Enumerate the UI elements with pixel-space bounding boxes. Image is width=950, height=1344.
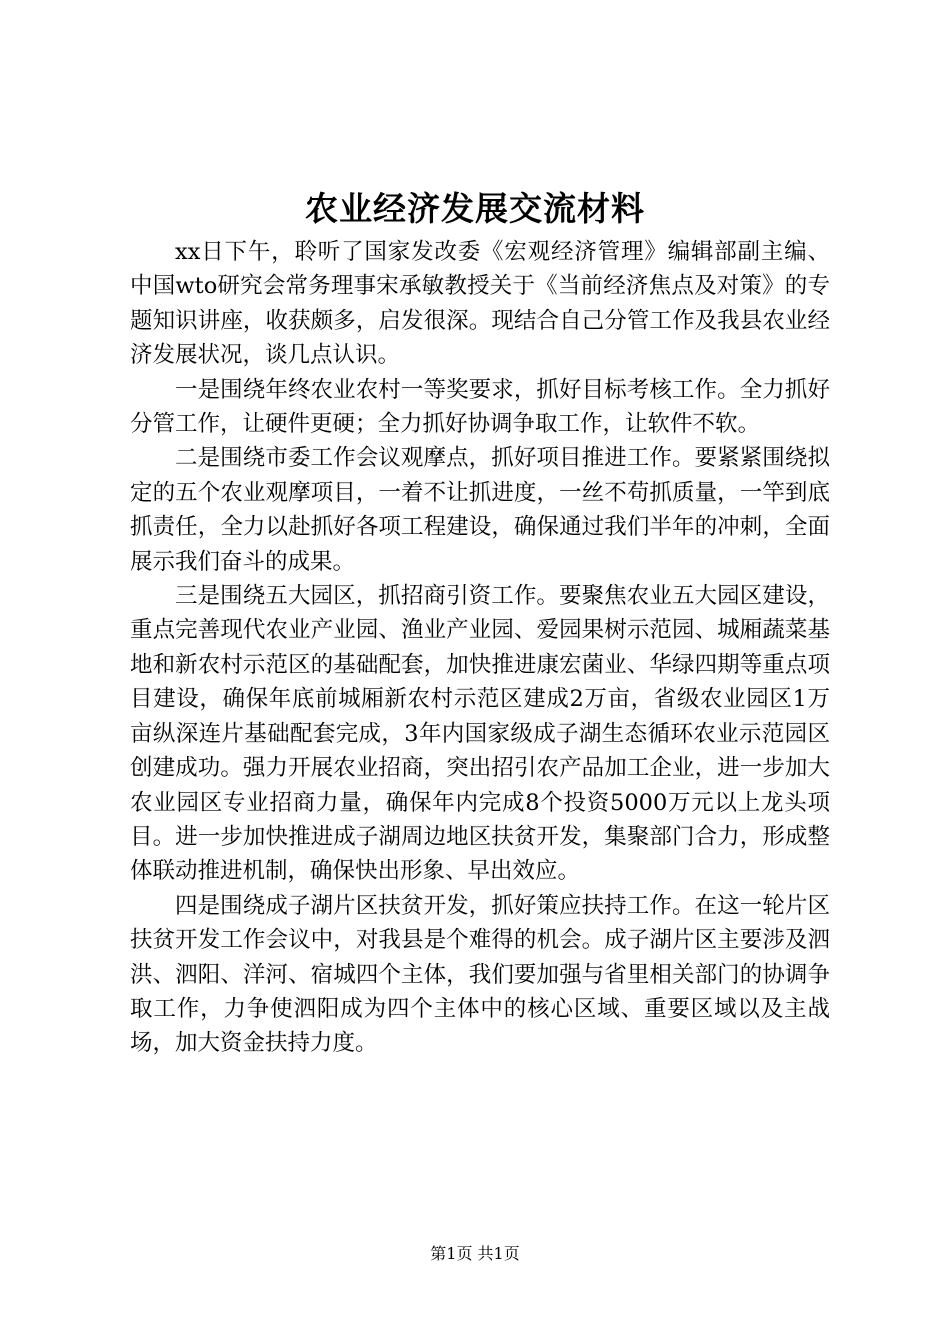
paragraph-point-one: 一是围绕年终农业农村一等奖要求，抓好目标考核工作。全力抓好分管工作，让硬件更硬；全力抓好协调争取工作，让软件不软。 — [130, 376, 830, 438]
document-body — [130, 235, 830, 1061]
document-title: 农业经济发展交流材料 — [305, 189, 645, 228]
paragraph-point-three: 三是围绕五大园区，抓招商引资工作。要聚焦农业五大园区建设，重点完善现代农业产业园、渔业产业园、爱园果树示范园、城厢蔬菜基地和新农村示范区的基础配套，加快推进康宏菌业、华绿四期等重点项目建设，确保年底前城厢新农村示范区建成2万亩，省级农业园区1万亩纵深连片基础配套完成，3年内国家级成子湖生态循环农业示范园区创建成功。强力开展农业招商，突出招引农产品加工企业，进一步加大农业园区专业招商力量，确保年内完成8个投资5000万元以上龙头项目。进一步加快推进成子湖周边地区扶贫开发，集聚部门合力，形成整体联动推进机制，确保快出形象、早出效应。 — [130, 583, 830, 885]
paragraph-intro: xx日下午，聆听了国家发改委《宏观经济管理》编辑部副主编、中国wto研究会常务理事宋承敏教授关于《当前经济焦点及对策》的专题知识讲座，收获颇多，启发很深。现结合自己分管工作及我县农业经济发展状况，谈几点认识。 — [130, 239, 830, 369]
paragraph-point-two: 二是围绕市委工作会议观摩点，抓好项目推进工作。要紧紧围绕拟定的五个农业观摩项目，一着不让抓进度，一丝不苟抓质量，一竿到底抓责任，全力以赴抓好各项工程建设，确保通过我们半年的冲刺，全面展示我们奋斗的成果。 — [130, 445, 830, 575]
paragraph-point-four: 四是围绕成子湖片区扶贫开发，抓好策应扶持工作。在这一轮片区扶贫开发工作会议中，对我县是个难得的机会。成子湖片区主要涉及泗洪、泗阳、洋河、宿城四个主体，我们要加强与省里相关部门的协调争取工作，力争使泗阳成为四个主体中的核心区域、重要区域以及主战场，加大资金扶持力度。 — [130, 892, 830, 1057]
page-footer: 第1页 共1页 — [430, 1244, 520, 1263]
